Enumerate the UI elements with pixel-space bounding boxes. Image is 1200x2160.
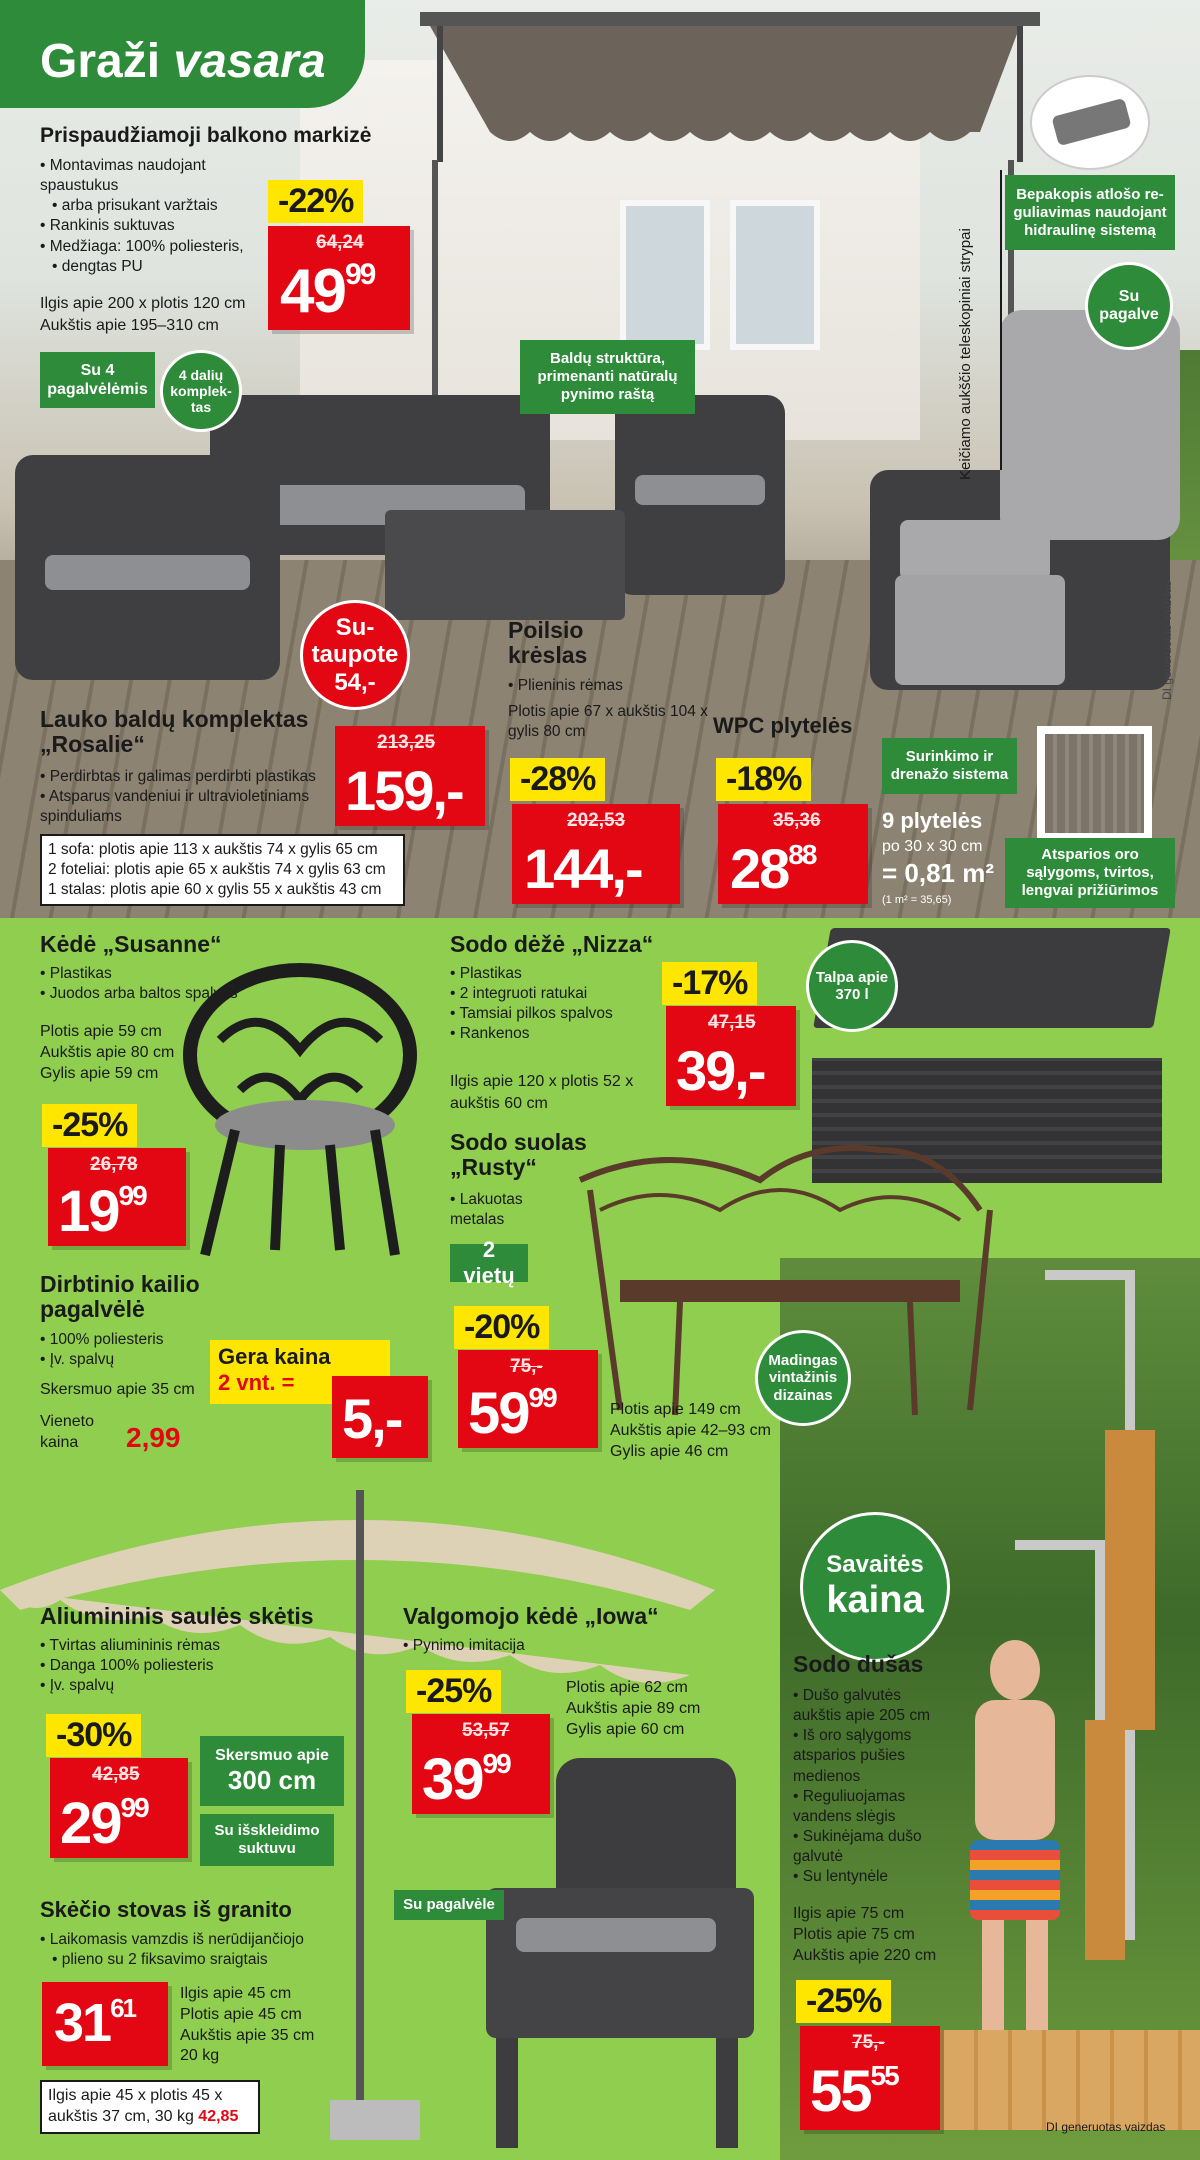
- week-label: Savaitės: [826, 1551, 924, 1579]
- week-price-badge: [800, 1512, 950, 1662]
- shower-specs: [793, 1904, 936, 1966]
- susanne-specs: [40, 1022, 174, 1084]
- spec-line: Aukštis apie 89 cm: [566, 1699, 701, 1717]
- with-cushion-badge: Su pagalve: [1085, 262, 1173, 350]
- old-price: 53,57: [462, 1720, 510, 1741]
- bullet: • Pynimo imitacija: [403, 1636, 525, 1656]
- price-main: 49: [280, 257, 345, 326]
- four-parts-badge: 4 dalių komplek-tas: [160, 350, 242, 432]
- bullet: • Lakuotas metalas: [450, 1190, 560, 1230]
- price: [60, 1790, 148, 1857]
- spec-line: Aukštis apie 220 cm: [793, 1946, 937, 1964]
- awning-spec-1: Ilgis apie 200 x plotis 120 cm: [40, 295, 246, 312]
- old-price: 26,78: [90, 1154, 138, 1175]
- telescopic-label: Keičiamo aukščio teleskopiniai strypai: [957, 228, 974, 480]
- bullet: • Plieninis rėmas: [508, 676, 623, 696]
- alt-line: Ilgis apie 45 x plotis 45 x: [48, 2087, 223, 2104]
- bullet: • Tamsiai pilkos spalvos: [450, 1004, 613, 1024]
- nizza-bullets: [450, 964, 613, 1045]
- price-main: 59: [468, 1381, 529, 1446]
- wpc-discount: -18%: [716, 758, 811, 801]
- bullet: • 2 integruoti ratukai: [450, 984, 613, 1004]
- price-main: 39: [422, 1747, 483, 1812]
- wpc-resist-badge: Atsparios oro sąlygoms, tvirtos, lengvai prižiūrimos: [1005, 838, 1175, 908]
- umbrella-price-box: [50, 1758, 188, 1858]
- shower-price-box: [800, 2026, 940, 2130]
- recline-illustration: [1030, 75, 1150, 170]
- lounger-seat-cushion: [900, 520, 1050, 580]
- old-price: 42,85: [92, 1764, 140, 1785]
- bullet: • Danga 100% poliesteris: [40, 1656, 220, 1676]
- lounger-discount: -28%: [510, 758, 605, 801]
- price-main: 31: [54, 1993, 111, 2053]
- awning-spec-2: Aukštis apie 195–310 cm: [40, 317, 219, 334]
- bullet: • Medžiaga: 100% poliesteris,: [40, 237, 260, 257]
- stand-alt-box: [40, 2080, 260, 2134]
- price: [730, 836, 815, 901]
- nizza-spec-1: Ilgis apie 120 x plotis 52 x: [450, 1073, 634, 1090]
- diameter-label: Skersmuo apie: [215, 1746, 329, 1764]
- spec-line: Plotis apie 45 cm: [180, 2005, 302, 2023]
- dimension-line: 1 stalas: plotis apie 60 x gylis 55 x aukštis 43 cm: [48, 881, 382, 899]
- nizza-price-box: [666, 1006, 796, 1106]
- umbrella-bullets: [40, 1636, 220, 1696]
- old-price: 35,36: [773, 810, 821, 831]
- bullet: • Dušo galvutės aukštis apie 205 cm: [793, 1686, 953, 1726]
- bullet: • Sukinėjama dušo galvutė: [793, 1827, 953, 1867]
- lounger-spec: Plotis apie 67 x aukštis 104 x gylis 80 cm: [508, 703, 708, 741]
- spec-line: Plotis apie 62 cm: [566, 1679, 688, 1696]
- dimension-line: 2 foteliai: plotis apie 65 x aukštis 74 x gylis 63 cm: [48, 861, 386, 879]
- spec-line: Aukštis apie 42–93 cm: [610, 1421, 771, 1439]
- bullet: • Rankinis suktuvas: [40, 216, 260, 236]
- old-price: 75,-: [852, 2032, 885, 2053]
- spec-line: Gylis apie 59 cm: [40, 1064, 159, 1082]
- bullet: • Įv. spalvų: [40, 1676, 220, 1696]
- old-price: 202,53: [567, 810, 626, 831]
- week-price: kaina: [826, 1578, 924, 1621]
- nizza-title: Sodo dėžė „Nizza“: [450, 931, 654, 957]
- bullet-text: dengtas PU: [61, 257, 143, 275]
- spec-line: Plotis apie 149 cm: [610, 1401, 741, 1418]
- window: [730, 200, 820, 350]
- old-price: 75,-: [510, 1356, 543, 1377]
- generated-note-bottom: DI generuotas vaizdas: [1046, 2120, 1166, 2134]
- price-main: 29: [60, 1791, 121, 1856]
- shower-discount: -25%: [796, 1980, 891, 2023]
- savings-badge: Su-taupote 54,-: [300, 600, 410, 710]
- price-cents: 99: [482, 1748, 510, 1779]
- bullet: • Įv. spalvų: [40, 1350, 163, 1370]
- awning-bullets: [40, 156, 260, 277]
- price-main: 19: [58, 1179, 119, 1244]
- old-price: 47,15: [708, 1012, 756, 1033]
- price: [58, 1178, 146, 1245]
- pillow-title: Dirbtinio kailio pagalvėlė: [40, 1271, 200, 1323]
- four-cushions-badge: Su 4 pagalvėlėmis: [40, 352, 155, 408]
- price: 159,-: [345, 759, 463, 822]
- bullet-text: plieno su 2 fiksavimo sraigtais: [61, 1951, 268, 1969]
- susanne-price-box: [48, 1148, 186, 1246]
- wpc-per-m2: = 0,81 m²: [882, 858, 995, 888]
- bullet-cont: [40, 196, 260, 216]
- spec-line: Ilgis apie 75 cm: [793, 1905, 905, 1922]
- iowa-discount: -25%: [406, 1670, 501, 1713]
- iowa-bullets: [403, 1636, 525, 1656]
- bullet: • Atsparus vandeniui ir ultravioletiniams spinduliams: [40, 787, 330, 827]
- telescopic-label-wrap: [936, 228, 996, 480]
- page-title: [40, 34, 326, 89]
- wpc-tile-image: [1037, 726, 1152, 841]
- bullet: • Tvirtas aliumininis rėmas: [40, 1636, 220, 1656]
- bullet-cont: [40, 1950, 304, 1970]
- rusty-discount: -20%: [454, 1306, 549, 1349]
- wpc-tiles: 9 plytelės: [882, 808, 983, 833]
- pillow-spec: Skersmuo apie 35 cm: [40, 1381, 195, 1398]
- awning-price-box: [268, 226, 410, 330]
- iowa-title: Valgomojo kėdė „Iowa“: [403, 1603, 659, 1629]
- rusty-price-box: [458, 1350, 598, 1448]
- bullet: • Iš oro sąlygoms atsparios pušies medienos: [793, 1726, 953, 1786]
- armchair-cushion: [635, 475, 765, 505]
- nizza-discount: -17%: [662, 962, 757, 1005]
- bullet-cont: [40, 257, 260, 277]
- spec-line: Aukštis apie 80 cm: [40, 1043, 175, 1061]
- title-italic: vasara: [173, 35, 326, 88]
- spec-line: Plotis apie 59 cm: [40, 1023, 162, 1040]
- nizza-capacity-badge: Talpa apie 370 l: [806, 940, 898, 1032]
- price-cents: 88: [788, 839, 816, 870]
- price: [810, 2058, 898, 2125]
- susanne-discount: -25%: [42, 1104, 137, 1147]
- umbrella-title: Aliumininis saulės skėtis: [40, 1603, 314, 1629]
- wpc-tile-size: po 30 x 30 cm: [882, 838, 983, 855]
- price: [468, 1380, 556, 1447]
- susanne-chair-image: [180, 960, 420, 1260]
- umbrella-diameter-badge: [200, 1736, 344, 1806]
- title-plain: Graži: [40, 35, 161, 88]
- susanne-title: Kėdė „Susanne“: [40, 931, 222, 957]
- spec-line: Plotis apie 75 cm: [793, 1925, 915, 1943]
- price: 39,-: [676, 1039, 765, 1102]
- price-cents: 55: [870, 2060, 898, 2091]
- stand-specs: [180, 1984, 314, 2067]
- nizza-spec-2: aukštis 60 cm: [450, 1095, 548, 1112]
- spec-line: Ilgis apie 45 cm: [180, 1985, 292, 2002]
- price-cents: 99: [344, 258, 375, 291]
- pillow-unit-label: Vieneto kaina: [40, 1413, 94, 1451]
- rusty-seats-badge: 2 vietų: [450, 1244, 528, 1282]
- recline-badge: Bepakopis atlošo re-guliavimas naudojant hidraulinę sistemą: [1005, 175, 1175, 250]
- spec-line: Aukštis apie 35 cm: [180, 2026, 315, 2044]
- old-price: 213,25: [377, 732, 436, 753]
- generated-note: DI generuotas vaizdas: [1160, 580, 1174, 700]
- spec-line: 20 kg: [180, 2047, 220, 2065]
- pillow-unit-price: 2,99: [126, 1422, 181, 1453]
- rosalie-price-box: [335, 726, 485, 826]
- price: 5,-: [342, 1387, 402, 1450]
- spec-line: Gylis apie 46 cm: [610, 1442, 729, 1460]
- shower-bullets: [793, 1686, 953, 1887]
- lounger-footrest: [895, 575, 1065, 685]
- telescopic-arrow: [1000, 170, 1002, 470]
- awning-title: Prispaudžiamoji balkono markizė: [40, 124, 372, 147]
- bullet: • Perdirbtas ir galimas perdirbti plastikas: [40, 767, 330, 787]
- window: [620, 200, 710, 350]
- lounger-title: Poilsio krėslas: [508, 617, 588, 669]
- pillow-bullets: [40, 1330, 163, 1370]
- deal-qty: 2 vnt. =: [218, 1370, 295, 1395]
- price: [54, 1992, 135, 2054]
- umbrella-discount: -30%: [46, 1714, 141, 1757]
- stand-title: Skėčio stovas iš granito: [40, 1897, 292, 1922]
- awning-image: [420, 12, 1060, 162]
- price-cents: 99: [120, 1792, 148, 1823]
- price-main: 55: [810, 2059, 871, 2124]
- bullet: • Reguliuojamas vandens slėgis: [793, 1787, 953, 1827]
- diameter-value: 300 cm: [227, 1765, 317, 1795]
- bullet: • Plastikas: [40, 964, 238, 984]
- lounger-bullets: [508, 676, 623, 696]
- bullet: • Juodos arba baltos spalvos: [40, 984, 238, 1004]
- price-cents: 61: [110, 1993, 135, 2023]
- wpc-price-box: [718, 804, 868, 904]
- title-banner: [0, 0, 365, 108]
- old-price: 64,24: [316, 232, 364, 253]
- rusty-title: Sodo suolas „Rusty“: [450, 1129, 587, 1181]
- price: [280, 256, 374, 327]
- lounger-back-cushion: [1000, 310, 1180, 540]
- shower-platform: [910, 2030, 1200, 2130]
- alt-line: aukštis 37 cm, 30 kg: [48, 2107, 194, 2125]
- bullet: • Plastikas: [450, 964, 613, 984]
- awning-discount: -22%: [268, 180, 363, 223]
- deal-label: Gera kaina: [218, 1344, 331, 1369]
- wpc-unit-price: (1 m² = 35,65): [882, 894, 952, 906]
- iowa-chair-image: [486, 1758, 754, 2148]
- rusty-specs: [610, 1400, 771, 1462]
- stand-price-box: [42, 1982, 168, 2066]
- rusty-design-badge: Madingas vintažinis dizainas: [755, 1330, 851, 1426]
- shower-title: Sodo dušas: [793, 1651, 924, 1677]
- table-image: [385, 510, 625, 620]
- lounger-price-box: [512, 804, 680, 904]
- wpc-title: WPC plytelės: [713, 713, 853, 738]
- dimension-line: 1 sofa: plotis apie 113 x aukštis 74 x gylis 65 cm: [48, 841, 378, 858]
- wpc-drain-badge: Surinkimo ir drenažo sistema: [882, 738, 1017, 794]
- spec-line: Gylis apie 60 cm: [566, 1720, 685, 1738]
- bullet-text: arba prisukant varžtais: [61, 197, 218, 215]
- iowa-specs: [566, 1678, 700, 1740]
- bullet: • Montavimas naudojant spaustukus: [40, 156, 260, 196]
- pillow-price-box: [332, 1376, 428, 1458]
- rosalie-bullets: [40, 767, 330, 827]
- bullet: • Rankenos: [450, 1024, 613, 1044]
- stand-bullets: [40, 1930, 304, 1970]
- rusty-bullets: [450, 1190, 560, 1230]
- price-main: 28: [730, 837, 789, 900]
- bullet: • Su lentynėle: [793, 1867, 953, 1887]
- rosalie-title: Lauko baldų komplektas „Rosalie“: [40, 706, 309, 758]
- price-cents: 99: [118, 1180, 146, 1211]
- price-cents: 99: [528, 1382, 556, 1413]
- boy-image: [960, 1640, 1070, 2040]
- price: 144,-: [524, 837, 642, 900]
- bullet: • Laikomasis vamzdis iš nerūdijančiojo: [40, 1930, 304, 1950]
- armchair-cushion: [45, 555, 250, 590]
- rosalie-dimensions: [40, 834, 405, 906]
- iowa-cushion-badge: Su pagalvėle: [394, 1890, 504, 1920]
- furniture-structure-badge: Baldų struktūra, primenanti natūralų pynimo raštą: [520, 340, 695, 414]
- bullet: • 100% poliesteris: [40, 1330, 163, 1350]
- alt-price: 42,85: [198, 2107, 239, 2125]
- umbrella-tilt-badge: Su išskleidimo suktuvu: [200, 1814, 334, 1866]
